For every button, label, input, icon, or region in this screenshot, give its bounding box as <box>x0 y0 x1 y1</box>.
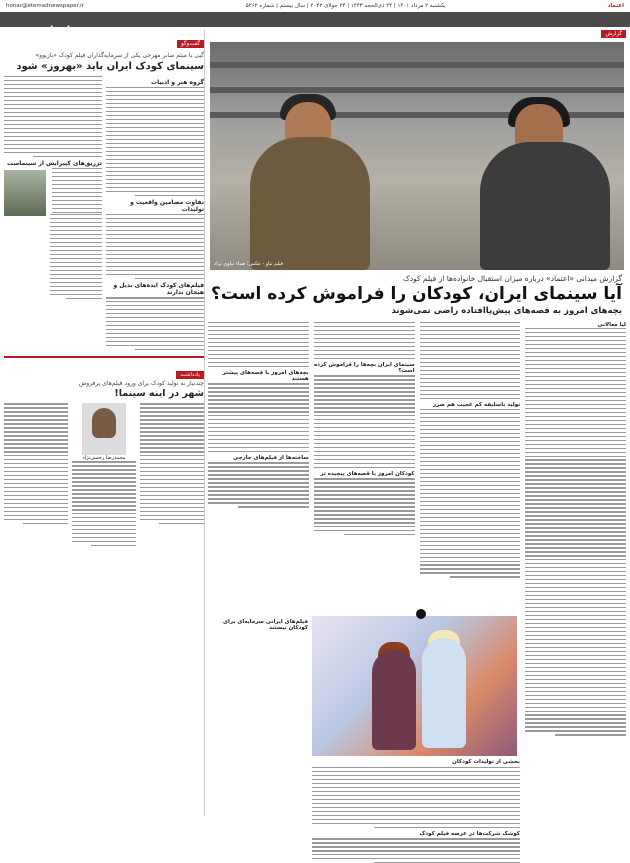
report-subhead-1: تولید باسلیقه کم عجیب هم ضرر <box>433 402 521 409</box>
text-block <box>106 87 204 196</box>
author-name: محمدرضا رحمتی‌نژاد <box>82 455 126 462</box>
interview-col-left <box>4 76 102 350</box>
frozen-image <box>312 616 517 756</box>
note-col-left <box>4 403 68 546</box>
note-title: شهر در اینه سینما! <box>114 388 204 400</box>
report-subhead-4: بچه‌های امروز با قصه‌های پیشتر هستند <box>222 370 309 383</box>
frozen-side-note <box>208 616 308 631</box>
dateline: یکشنبه ۲ مرداد ۱۴۰۱ | ۲۴ ذی‌الحجه ۱۴۴۳ | ۲۴ جولای ۲۰۲۲ | سال بیستم | شماره ۵۲۶۲ <box>245 3 446 9</box>
interview-title: سینمای کودک ایران باید «بهروز» شود <box>16 61 204 72</box>
interview-subhead-2: تزریق‌های کپیرایش از سینماست <box>6 160 102 168</box>
logo: اعتماد <box>607 3 624 9</box>
report-subhead: بچه‌های امروز به قصه‌های پیش‌پاافتاده راضی نمی‌شوند <box>391 306 622 316</box>
text-block <box>50 214 102 299</box>
report-col-1 <box>525 322 626 816</box>
report-col-4 <box>208 322 309 816</box>
report-headline: آیا سینمای ایران، کودکان را فراموش کرده است؟ <box>210 284 622 304</box>
interview-subhead-4: فیلم‌های کودک ایده‌های بدیل و هیجان ندارند <box>113 282 204 297</box>
section-divider <box>4 356 204 358</box>
report-kicker: گزارش میدانی «اعتماد» درباره میزان استقبال خانواده‌ها از فیلم کودک <box>403 274 622 283</box>
photo-caption: فیلم تیاو - عکس: ضیاء نیاوی نژاد <box>214 261 284 267</box>
interviewee-photo <box>4 168 102 214</box>
report-tag: گزارش <box>601 30 626 38</box>
note-tag: یادداشت <box>176 371 204 379</box>
note-col-mid <box>72 403 136 546</box>
interview-subhead-3: تفاوت مضامین واقعیت و تولیدات <box>130 198 204 213</box>
author-label: لیا معالانی <box>597 322 626 328</box>
hero-photo <box>210 42 624 270</box>
author-photo <box>82 403 126 455</box>
page-number: ۷ <box>10 25 18 38</box>
end-marker <box>416 604 426 623</box>
note-col-right <box>140 403 204 546</box>
frozen-caption: بخشی از تولیدات کودکان <box>452 759 520 765</box>
left-column <box>4 30 205 816</box>
text-block <box>106 214 204 279</box>
section-title: هنرو ادبیات <box>40 25 98 36</box>
interview-col-right <box>106 76 204 350</box>
report-subhead-5: ساخته‌ها از فیلم‌های خارجی <box>233 455 309 462</box>
interview-kicker: گپی با میثم صابر مهرجی یکی از سرمایه‌گذاران فیلم کودک «بازیوو» <box>35 52 204 59</box>
report-subhead-6: کوشک شرکت‌ها در عرصه فیلم کودک <box>419 831 520 838</box>
note-kicker: چندنیاز به تولید کودک برای ورود فیلم‌های پرفروش <box>78 380 204 388</box>
interview-tag: گفت‌وگو <box>177 40 204 48</box>
email-address[interactable]: honar@etemadnewspaper.ir <box>6 3 84 9</box>
text-block <box>4 76 102 157</box>
report-subhead-3: کودکان امروز با قصه‌های پیچیده تر <box>320 471 415 478</box>
frozen-block <box>312 616 520 863</box>
frozen-caption-2: فیلم‌های ایرانی سرمایه‌ای برای کودکان نیستند <box>223 619 308 631</box>
interview-byline: گروه هنر و ادبیات <box>151 79 204 86</box>
note-body <box>4 403 204 546</box>
report-subhead-2: سینمای ایران بچه‌ها را فراموش کرده است؟ <box>313 362 415 375</box>
interview-body <box>4 76 204 350</box>
text-block <box>106 297 204 350</box>
main-report <box>208 30 626 838</box>
